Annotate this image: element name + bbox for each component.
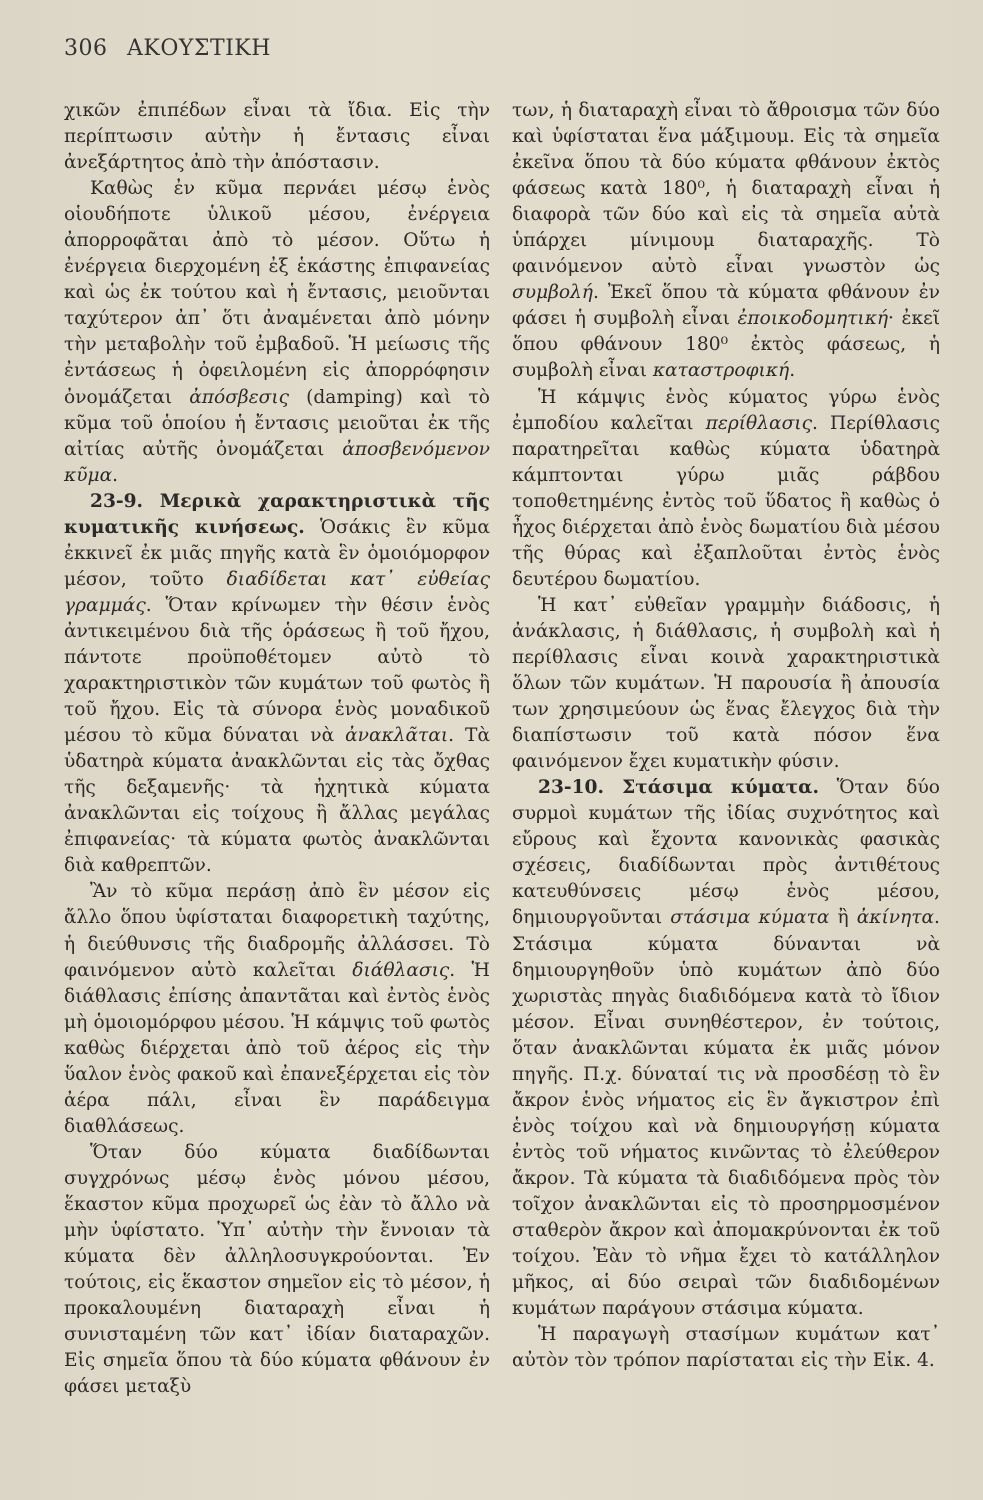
emphasized-term: ἀνακλᾶται bbox=[345, 725, 449, 747]
text-run: . Ἐκεῖ ὅπου τὰ κύματα φθάνουν ἐν φάσει ἡ συμβολὴ εἶναι bbox=[512, 282, 940, 330]
emphasized-term: συμβολή bbox=[512, 282, 593, 304]
text-run: Ἂν τὸ κῦμα περάσῃ ἀπὸ ἓν μέσον εἰς ἄλλο ὅπου ὑφίσταται διαφορετικὴ ταχύτης, ἡ διεύθυνσις τῆς διαδρομῆς ἀλλάσσει. Τὸ φαινόμενον αὐτὸ καλεῖται bbox=[64, 881, 490, 981]
page-header bbox=[64, 36, 271, 61]
text-run: Ὅταν δύο κύματα διαδίδωνται συγχρόνως μέσῳ ἑνὸς μόνου μέσου, ἕκαστον κῦμα προχωρεῖ ὡς ἐὰν τὸ ἄλλο νὰ μὴν ὑφίστατο. Ὑπ᾽ αὐτὴν τὴν ἔννοιαν τὰ κύματα δὲν ἀλληλοσυγκρούονται. Ἐν τούτοις, εἰς ἕκαστον σημεῖον εἰς τὸ μέσον, ἡ προκαλουμένη διαταραχὴ εἶναι ἡ συνισταμένη τῶν κατ᾽ ἰδίαν διαταραχῶν. Εἰς σημεῖα ὅπου τὰ δύο κύματα φθάνουν ἐν φάσει μεταξὺ bbox=[64, 1141, 490, 1398]
section-heading: 23-10. Στάσιμα κύματα. bbox=[538, 777, 819, 799]
paragraph bbox=[512, 385, 940, 593]
emphasized-term: ἀπόσβεσις bbox=[189, 386, 290, 408]
text-run: των, ἡ διαταραχὴ εἶναι τὸ ἄθροισμα τῶν δύο καὶ ὑφίσταται ἕνα μάξιμουμ. Εἰς τὰ σημεῖα ἐκεῖνα ὅπου τὰ δύο κύματα φθάνουν ἐκτὸς φάσεως κατὰ 180⁰, ἡ διαταραχὴ εἶναι ἡ διαφορὰ τῶν δύο καὶ εἰς τὰ σημεῖα αὐτὰ ὑπάρχει μίνιμουμ διαταραχῆς. Τὸ φαινόμενον αὐτὸ εἶναι γνωστὸν ὡς bbox=[512, 100, 940, 278]
emphasized-term: στάσιμα κύματα bbox=[670, 907, 830, 929]
emphasized-term: καταστροφική bbox=[652, 360, 790, 382]
text-run: . Περίθλασις παρατηρεῖται καθὼς κύματα ὑδατηρὰ κάμπτονται γύρω μιᾶς ράβδου τοποθετημένης ἐντὸς τοῦ ὕδατος ἢ καθὼς ὁ ἦχος διέρχεται ἀπὸ ἑνὸς δωματίου διὰ μέσου τῆς θύρας καὶ ἐξαπλοῦται ἐντὸς ἑνὸς δευτέρου δωματίου. bbox=[512, 412, 940, 590]
paragraph bbox=[512, 775, 940, 1322]
text-run: (damping) καὶ τὸ κῦμα τοῦ ὁποίου ἡ ἔντασις μειοῦται ἐκ τῆς αἰτίας αὐτῆς ὀνομάζεται bbox=[64, 386, 490, 460]
text-run: . Στάσιμα κύματα δύνανται νὰ δημιουργηθοῦν ὑπὸ κυμάτων ἀπὸ δύο χωριστὰς πηγὰς διαδιδόμενα κατὰ τὸ ἴδιον μέσον. Εἶναι συνηθέστερον, ἐν τούτοις, ὅταν ἀνακλῶνται κύματα ἐκ μιᾶς μόνον πηγῆς. Π.χ. δύναταί τις νὰ προσδέσῃ τὸ ἓν ἄκρον ἑνὸς νήματος εἰς ἓν ἄγκιστρον ἐπὶ ἑνὸς τοίχου καὶ νὰ δημιουργήσῃ κύματα ἐντὸς τοῦ νήματος κινῶντας τὸ ἐλεύθερον ἄκρον. Τὰ κύματα τὰ διαδιδόμενα πρὸς τὸν τοῖχον ἀνακλῶνται εἰς τὸ προσηρμοσμένον σταθερὸν ἄκρον καὶ ἀπομακρύνονται ἐκ τοῦ τοίχου. Ἐὰν τὸ νῆμα ἔχει τὸ κατάλληλον μῆκος, αἱ δύο σειραὶ τῶν διαδιδομένων κυμάτων παράγουν στάσιμα κύματα. bbox=[512, 907, 940, 1320]
emphasized-term: ἀποσβενόμενον κῦμα bbox=[64, 438, 490, 486]
text-run: Ἡ κάμψις ἑνὸς κύματος γύρω ἑνὸς ἐμποδίου καλεῖται bbox=[512, 386, 940, 434]
section-heading: 23-9. Μερικὰ χαρακτηριστικὰ τῆς κυματικῆς κινήσεως. bbox=[64, 490, 490, 538]
text-run: . bbox=[789, 360, 796, 382]
emphasized-term: ἐποικοδομητική bbox=[737, 308, 889, 330]
paragraph bbox=[64, 489, 490, 880]
paragraph bbox=[64, 1140, 490, 1400]
text-run: Καθὼς ἐν κῦμα περνάει μέσῳ ἑνὸς οἱουδήποτε ὑλικοῦ μέσου, ἐνέργεια ἀπορροφᾶται ἀπὸ τὸ μέσον. Οὕτω ἡ ἐνέργεια διερχομένη ἐξ ἑκάστης ἐπιφανείας καὶ ὡς ἐκ τούτου καὶ ἡ ἔντασις, μειοῦνται ταχύτερον ἀπ᾽ ὅτι ἀναμένεται ἀπὸ μόνην τὴν μεταβολὴν τοῦ ἐμβαδοῦ. Ἡ μείωσις τῆς ἐντάσεως ἡ ὀφειλομένη εἰς ἀπορρόφησιν ὀνομάζεται bbox=[64, 178, 490, 408]
page-number: 306 bbox=[64, 36, 108, 61]
paragraph bbox=[512, 593, 940, 775]
text-run: Ὅταν δύο συρμοὶ κυμάτων τῆς ἰδίας συχνότητος καὶ εὔρους καὶ ἔχοντα κανονικὰς φασικὰς σχέσεις, διαδίδωνται πρὸς ἀντιθέτους κατευθύνσεις μέσῳ ἑνὸς μέσου, δημιουργοῦνται bbox=[512, 777, 940, 929]
text-run: . Ἡ διάθλασις ἐπίσης ἀπαντᾶται καὶ ἐντὸς ἑνὸς μὴ ὁμοιομόρφου μέσου. Ἡ κάμψις τοῦ φωτὸς καθὼς διέρχεται ἀπὸ τοῦ ἀέρος εἰς τὴν ὕαλον ἑνὸς φακοῦ καὶ ἐπανεξέρχεται εἰς τὸν ἀέρα πάλι, εἶναι ἓν παράδειγμα διαθλάσεως. bbox=[64, 959, 490, 1137]
left-column bbox=[64, 98, 490, 1400]
text-run: Ἡ παραγωγὴ στασίμων κυμάτων κατ᾽ αὐτὸν τὸν τρόπον παρίσταται εἰς τὴν Εἰκ. 4. bbox=[512, 1324, 940, 1372]
paragraph bbox=[64, 176, 490, 489]
emphasized-term: περίθλασις bbox=[705, 412, 812, 434]
paragraph bbox=[512, 98, 940, 385]
text-run: Ὁσάκις ἓν κῦμα ἐκκινεῖ ἐκ μιᾶς πηγῆς κατὰ ἓν ὁμοιόμορφον μέσον, τοῦτο bbox=[64, 516, 490, 590]
text-run: . Ὅταν κρίνωμεν τὴν θέσιν ἑνὸς ἀντικειμένου διὰ τῆς ὁράσεως ἢ τοῦ ἤχου, πάντοτε προϋποθέτομεν αὐτὸ τὸ χαρακτηριστικὸν τῶν κυμάτων τοῦ φωτὸς ἢ τοῦ ἤχου. Εἰς τὰ σύνορα ἑνὸς μοναδικοῦ μέσου τὸ κῦμα δύναται νὰ bbox=[64, 594, 490, 747]
paragraph bbox=[512, 1322, 940, 1374]
emphasized-term: διαδίδεται κατ᾽ εὐθείας γραμμάς bbox=[64, 568, 491, 616]
running-title: ΑΚΟΥΣΤΙΚΗ bbox=[127, 36, 271, 61]
text-run: . bbox=[112, 464, 119, 486]
text-run: Ἡ κατ᾽ εὐθεῖαν γραμμὴν διάδοσις, ἡ ἀνάκλασις, ἡ διάθλασις, ἡ συμβολὴ καὶ ἡ περίθλασις εἶναι κοινὰ χαρακτηριστικὰ ὅλων τῶν κυμάτων. Ἡ παρουσία ἢ ἀπουσία των χρησιμεύουν ὡς ἕνας ἔλεγχος διὰ τὴν διαπίστωσιν τοῦ κατὰ πόσον ἕνα φαινόμενον ἔχει κυματικὴν φύσιν. bbox=[512, 594, 940, 773]
right-column bbox=[512, 98, 940, 1374]
emphasized-term: ἀκίνητα bbox=[856, 907, 935, 929]
text-run: . Τὰ ὑδατηρὰ κύματα ἀνακλῶνται εἰς τὰς ὄχθας τῆς δεξαμενῆς· τὰ ἠχητικὰ κύματα ἀνακλῶνται εἰς τοίχους ἢ ἄλλας μεγάλας ἐπιφανείας· τὰ κύματα φωτὸς ἀνακλῶνται διὰ καθρεπτῶν. bbox=[64, 725, 490, 877]
emphasized-term: διάθλασις bbox=[352, 959, 450, 981]
text-run: · ἐκεῖ ὅπου φθάνουν 180⁰ ἐκτὸς φάσεως, ἡ συμβολὴ εἶναι bbox=[512, 308, 941, 382]
text-run: ἢ bbox=[829, 907, 857, 929]
paragraph bbox=[64, 879, 490, 1139]
paragraph: χικῶν ἐπιπέδων εἶναι τὰ ἴδια. Εἰς τὴν περίπτωσιν αὐτὴν ἡ ἔντασις εἶναι ἀνεξάρτητος ἀπὸ τὴν ἀπόστασιν. bbox=[64, 100, 490, 174]
